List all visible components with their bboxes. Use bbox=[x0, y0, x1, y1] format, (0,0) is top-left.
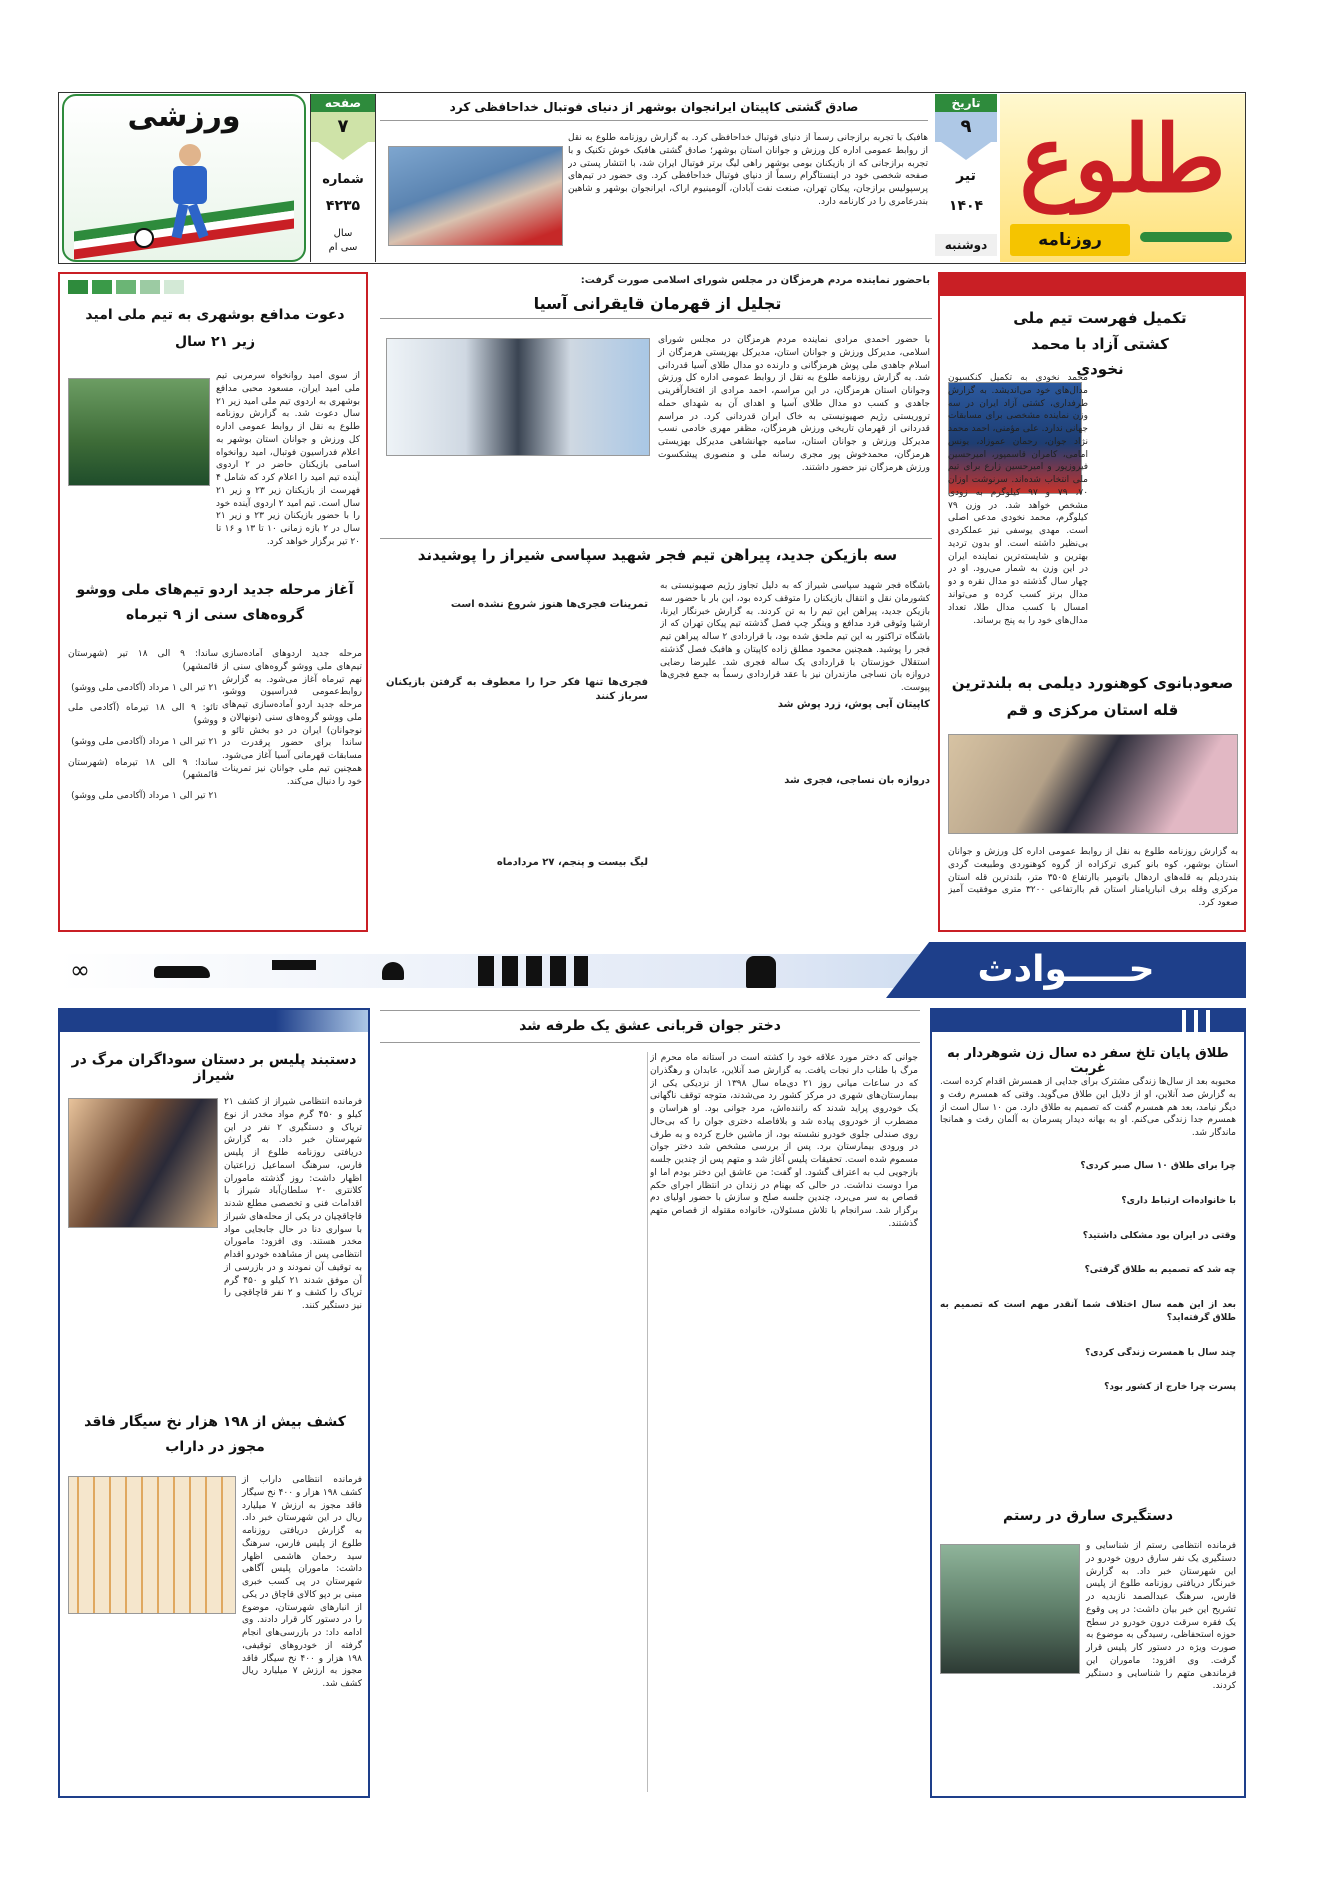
center-mid-sub3: دروازه بان نساجی، فجری شد bbox=[784, 775, 930, 786]
right-bottom-body: به گزارش روزنامه طلوع به نقل از روابط عمومی اداره کل ورزش و جوانان استان بوشهر، کوه بانو کبری ترکزاده از گروه کوهنوردی وطبیعت گردی بندردیلم به قله‌های اردهال باتومپر باارتفاع ۳۵۰۵ متر، بلندترین قله استان مرکزی وقله برف انبارپامنار استان قم باارتفاعی ۳۲۰۰ متری موفقیت آمیز صعود کرد. bbox=[948, 847, 1238, 909]
square-5 bbox=[164, 280, 184, 294]
left-top-body: از سوی امید روانخواه سرمربی تیم ملی امید ایران، مسعود محبی مدافع بوشهری به اردوی تیم ملی امید زیر ۲۱ سال دعوت شد. به گزارش روزنامه طلوع به نقل از روابط عمومی اداره کل ورزش و جوانان استان بوشهر به اعلام فدراسیون فوتبال، امید روانخواه اسامی بازیکنان حاضر در ۲ اردوی آینده تیم امید را اعلام کرد که شامل ۴ فهرست از بازیکنان زیر ۲۳ و زیر ۲۱ سال است. تیم امید ۲ اردوی آینده خود را با حضور بازیکنان زیر ۲۳ و زیر ۲۱ سال در ۲ بازه زمانی ۱۰ تا ۱۳ و ۱۶ تا ۲۰ تیر برگزار خواهد کرد. bbox=[216, 371, 360, 547]
year-ordinal: سی ام bbox=[328, 242, 358, 253]
logo-sub: روزنامه bbox=[1010, 224, 1130, 256]
chevron-down-icon bbox=[941, 142, 991, 160]
left-color-squares bbox=[68, 280, 198, 294]
right-top-headline: تکمیل فهرست تیم ملی کشتی آزاد با محمد نخودی bbox=[1013, 309, 1187, 378]
chevron-down-icon bbox=[318, 142, 368, 160]
schedule-item: ساندا: ۹ الی ۱۸ تیر (شهرستان قائمشهر) bbox=[68, 649, 219, 672]
center-mid-sub5: لیگ بیست و پنجم، ۲۷ مردادماه bbox=[496, 857, 648, 868]
center-top-kicker: باحضور نماینده مردم هرمزگان در مجلس شورای اسلامی صورت گرفت: bbox=[580, 275, 930, 286]
left-bottom-body: مرحله جدید اردوهای آماده‌سازی تیم‌های ملی ووشو گروه‌های سنی از نهم تیرماه آغاز می‌شود. به گزارش روابط‌عمومی فدراسیون ووشو، مرحله جدید اردو آماده‌سازی تیم‌های ملی ووشو گروه‌های سنی (نونهالان و نوجوانان) ایران در دو بخش تائو و ساندا برای حضور پرقدرت در مسابقات قهرمانی آسیا آغاز می‌شود. همچنین تیم ملی جوانان نیز تمرینات خود را دنبال می‌کند. bbox=[222, 649, 362, 787]
footballer-icon bbox=[159, 144, 219, 244]
logo-text: طلوع bbox=[1019, 105, 1226, 213]
date-label: تاریخ bbox=[935, 94, 997, 112]
weekday: دوشنبه bbox=[935, 234, 997, 256]
year: ۱۴۰۴ bbox=[948, 198, 984, 214]
football-icon bbox=[134, 228, 154, 248]
center-mid-sub2: کاپیتان آبی پوش، زرد پوش شد bbox=[777, 699, 930, 710]
schedule-item: ۲۱ تیر الی ۱ مرداد (آکادمی ملی ووشو) bbox=[71, 791, 218, 802]
right-top-body-cont bbox=[948, 500, 1088, 660]
square-2 bbox=[92, 280, 112, 294]
left-top-headline: دعوت مدافع بوشهری به تیم ملی امید زیر ۲۱ سال bbox=[85, 307, 345, 350]
square-1 bbox=[68, 280, 88, 294]
top-story-body: هافبک با تجربه برازجانی رسماً از دنیای فوتبال خداحافظی کرد. به گزارش روزنامه طلوع به نقل از روابط عمومی اداره کل ورزش و جوانان استان بوشهر؛ صادق گشتی هافبک خوش تکنیک و با تجربه برازجانی که از بازیکنان بومی بوشهر راهی لیگ برتر فوتبال ایران شد، با انتشار پستی در صفحه شخصی خود در اینستاگرام رسماً از دنیای فوتبال خداحافظی کرد. وی حضور در تیم‌های پرسپولیس برازجان، پیکان تهران، صنعت نفت آبادان، آلومینیوم اراک، ایرانجوان بوشهر و شاهین بندرعامری را در کارنامه دارد. bbox=[568, 133, 928, 207]
schedule-item: ساندا: ۹ الی ۱۸ تیرماه (شهرستان قائمشهر) bbox=[68, 757, 219, 781]
accidents-banner bbox=[58, 942, 1246, 998]
qa-item: چند سال با همسرت زندگی کردی؟ bbox=[1085, 1347, 1236, 1358]
acc-right-bottom-body: فرمانده انتظامی رستم از شناسایی و دستگیری یک نفر سارق درون خودرو در این شهرستان خبر داد. به گزارش خبرنگار دریافتی روزنامه طلوع از پلیس فارس، سرهنگ عبدالصمد نازبدیه در تشریح این خبر بیان داشت: در پی وقوع یک فقره سرقت درون خودرو در سطح حوزه استحفاظی، رسیدگی به موضوع به صورت ویژه در دستور کار پلیس قرار گرفت. وی افزود: ماموران این فرماندهی متهم را شناسایی و دستگیر کردند. bbox=[1086, 1541, 1236, 1692]
page-column bbox=[310, 94, 376, 262]
police-squad-icon bbox=[478, 956, 588, 986]
acc-left-bottom-body: فرمانده انتظامی داراب از کشف ۱۹۸ هزار و ۴۰۰ نخ سیگار فاقد مجوز به ارزش ۷ میلیارد ریال در این شهرستان خبر داد. به گزارش دریافتی روزنامه طلوع از پلیس فارس، سرهنگ سید رحمان هاشمی اظهار داشت: ماموران پلیس آگاهی شهرستان در پی کسب خبری مبنی بر دپو کالای قاچاق در یکی از انبارهای شهرستان، موضوع را در دستور کار قرار دادند. وی ادامه داد: در بازرسی‌های انجام گرفته از خودروهای توقیفی، ۱۹۸ هزار و ۴۰۰ نخ سیگار فاقد مجوز به ارزش ۷ میلیارد ریال کشف شد. bbox=[242, 1475, 362, 1690]
climber-photo bbox=[948, 734, 1238, 834]
square-3 bbox=[116, 280, 136, 294]
qa-item: وقتی در ایران بود مشکلی داشتید؟ bbox=[1082, 1230, 1236, 1241]
month: تیر bbox=[956, 168, 976, 184]
schedule-item: ۲۱ تیر الی ۱ مرداد (آکادمی ملی ووشو) bbox=[71, 682, 218, 693]
schedule-item: ۲۱ تیر الی ۱ مرداد (آکادمی ملی ووشو) bbox=[71, 736, 218, 747]
qa-item: پسرت چرا خارج از کشور بود؟ bbox=[1104, 1382, 1236, 1393]
schedule-item: تائو: ۹ الی ۱۸ تیرماه (آکادمی ملی ووشو) bbox=[68, 703, 219, 727]
logo-swoosh bbox=[1140, 232, 1232, 242]
acc-center-body: جوانی که دختر مورد علاقه خود را کشته است در آستانه ماه محرم از مرگ با طناب دار نجات یافت. به گزارش صد آنلاین، عابدان و رهگذران که در ساعات میانی روز ۲۱ دی‌ماه سال ۱۳۹۸ از نزدیکی یکی از بیمارستان‌های شهری در مرکز کشور رد می‌شدند، متوجه توقف ناگهانی یک خودروی پراید شدند که راننده‌اش، مرد جوانی بود. او هراسان و مضطرب از خودروی پیاده شد و بلافاصله دختری جوان را که بی‌حال روی صندلی جلوی خودرو نشسته بود، از ماشین خارج کرده و به طرف در ورودی بیمارستان برد. پس از بررسی مشخص شد دختر جوان مسموم شده است. تحقیقات پلیس آغاز شد و متهم پس از چندین جلسه بازجویی لب به اعتراف گشود. او گفت: من عاشق این دختر بودم اما او مرا دوست نداشت. در حالی که بهنام در زندان در انتظار اجرای حکم قصاص به سر می‌برد، چندین جلسه صلح و سازش با حضور اولیای دم برگزار شد. سرانجام با تلاش مسئولان، خانواده مقتوله از قصاص متهم گذشتند. bbox=[650, 1053, 918, 1229]
section-title: ورزشی bbox=[127, 99, 241, 134]
center-mid-rule bbox=[380, 538, 932, 539]
acc-right-bottom-headline: دستگیری سارق در رستم bbox=[1002, 1508, 1174, 1524]
center-mid-body-left bbox=[386, 614, 648, 674]
center-top-body: با حضور احمدی مرادی نماینده مردم هرمزگان در مجلس شورای اسلامی، مدیرکل ورزش و جوانان استان، مدیرکل بهزیستی هرمزگان از اسلام جاهدی ملی پوش هرمزگانی و دارنده دو مدال طلای آسیا قدردانی شد. به گزارش روزنامه طلوع به نقل از روابط عمومی اداره کل ورزش وجوانان استان هرمزگان، در این مراسم، احمد مرادی از افتخارآفرینی جاهدی و کسب دو مدال طلای آسیا و اهدای آن به شهدای حمله تروریستی رژیم صهیونیستی به خاک ایران قدردانی کرد. در مراسم قدردانی از قهرمان تاریخی ورزش هرمزگان، مظفر مهری خادمی نسب مدیرکل ورزش و جوانان استان، سامیه جهانشاهی مدیرکل بهزیستی هرمزگان، محمدخوش پور مجری رسانه ملی و منصوری پیشکسوت ورزش هرمزگان نیز حضور داشتند. bbox=[658, 335, 930, 473]
day-number: ۹ bbox=[960, 116, 972, 137]
pistol-icon bbox=[272, 960, 316, 970]
page-number: ۷ bbox=[337, 116, 349, 137]
top-story-rule bbox=[380, 120, 928, 121]
logo-block bbox=[1000, 94, 1245, 262]
right-bottom-headline: صعودبانوی کوهنورد دیلمی به بلندترین قله استان مرکزی و قم bbox=[951, 674, 1234, 719]
center-mid-headline: سه بازیکن جدید، پیراهن تیم فجر شهید سپاسی شیراز را پوشیدند bbox=[417, 546, 898, 564]
acc-center-body-left bbox=[382, 1052, 644, 1792]
wushu-schedule bbox=[68, 648, 218, 811]
siren-icon bbox=[382, 962, 404, 980]
car-icon bbox=[154, 966, 210, 978]
acc-left-top-headline: دستبند پلیس بر دستان سوداگران مرگ در شیراز bbox=[71, 1052, 357, 1084]
center-top-headline: تجلیل از قهرمان قایقرانی آسیا bbox=[533, 294, 782, 313]
center-mid-body: باشگاه فجر شهید سپاسی شیراز که به دلیل تجاوز رژیم صهیونیستی به کشورمان نقل و انتقال بازیکنان را متوقف کرده بود، این بار با حضور سه بازیکن جدید، پیراهن این تیم را به تن کردند. به گزارش خبرنگار ایرنا، ارشیا وثوقی فرد مدافع و وینگر چپ فصل گذشته تیم پیکان تهران که از باشگاه تراکتور به این تیم ملحق شده بود، با قراردادی ۲ ساله پیراهن تیم فجر را پوشید. همچنین محمود مطلق زاده کاپیتان و هافبک فصل گذشته استقلال خوزستان با قراردادی یک ساله فجری شد. علیرضا رضایی دروازه بان نساجی مازندران نیز با عقد قراردادی رسماً به جمع فجری‌ها پیوست. bbox=[660, 581, 930, 694]
section-banner bbox=[62, 94, 306, 262]
acc-right-top-headline: طلاق پایان تلخ سفر ده سال زن شوهردار به غربت bbox=[947, 1046, 1229, 1076]
issue-number: ۴۲۳۵ bbox=[325, 198, 361, 214]
acc-center-headline: دختر جوان قربانی عشق یک طرفه شد bbox=[519, 1018, 781, 1034]
qa-item: بعد از این همه سال اختلاف شما آنقدر مهم است که تصمیم به طلاق گرفته‌اید؟ bbox=[940, 1300, 1236, 1323]
issue-label: شماره bbox=[322, 172, 364, 187]
square-4 bbox=[140, 280, 160, 294]
right-column-topbar bbox=[940, 274, 1244, 296]
handcuffs-icon: ∞ bbox=[70, 956, 90, 984]
left-bottom-headline: آغاز مرحله جدید اردو تیم‌های ملی ووشو گروه‌های سنی از ۹ تیرماه bbox=[76, 582, 354, 624]
center-mid-sub1: تمرینات فجری‌ها هنوز شروع نشده است bbox=[450, 599, 648, 610]
page-label: صفحه bbox=[311, 94, 375, 112]
year-label: سال bbox=[333, 228, 353, 239]
acc-right-qa bbox=[940, 1160, 1236, 1496]
acc-left-top-body: فرمانده انتظامی شیراز از کشف ۲۱ کیلو و ۴۵۰ گرم مواد مخدر از نوع تریاک و دستگیری ۲ نفر در این شهرستان خبر داد. به گزارش دریافتی روزنامه طلوع از پلیس فارس، سرهنگ اسماعیل زراعتیان اظهار داشت: روز گذشته ماموران کلانتری ۲۰ سلطان‌آباد شیراز با اقدامات فنی و تخصصی مطلع شدند قاچاقچیان در یکی از محله‌های شیراز با سواری دنا در حال جابجایی مواد مخدر هستند. وی افزود: ماموران انتظامی پس از مشاهده خودرو اقدام به توقیف آن نمودند و در بازرسی از آن موفق شدند ۲۱ کیلو و ۴۵۰ گرم تریاک را کشف و ۲ نفر قاچاقچی را نیز دستگیر کنند. bbox=[224, 1097, 362, 1312]
acc-left-bottom-headline: کشف بیش از ۱۹۸ هزار نخ سیگار فاقد مجوز در داراب bbox=[84, 1414, 346, 1456]
acc-center-rule bbox=[380, 1010, 920, 1011]
acc-left-bar bbox=[60, 1010, 368, 1032]
qa-item: چه شد که تصمیم به طلاق گرفتی؟ bbox=[1084, 1265, 1236, 1276]
center-mid-sub4: فجری‌ها تنها فکر حرا را معطوف به گرفتن بازیکنان سرباز کنند bbox=[386, 677, 648, 703]
acc-right-bar bbox=[932, 1010, 1244, 1032]
acc-center-divider bbox=[647, 1052, 648, 1792]
acc-center-rule2 bbox=[380, 1042, 920, 1043]
date-column bbox=[935, 94, 997, 262]
acc-right-top-body: محبوبه بعد از سال‌ها زندگی مشترک برای جدایی از همسرش اقدام کرده است. به گزارش صد آنلاین، او از دلایل این طلاق می‌گوید. وقتی که همسرم رفت و دیگر نیامد، بعد هم همسرم گفت که تصمیم به طلاق دارد. من ۱۰ سال است از همسرم جدا زندگی می‌کنم. او به بهانه دیدار پسرمان به آلمان رفت و همانجا ماندگار شد. bbox=[940, 1077, 1236, 1139]
right-top-body: محمد نخودی به تکمیل کنکسیون مدال‌های خود می‌اندیشد. به گزارش طرفداری، کشتی آزاد ایران در سه وزن نماینده مشخصی برای مسابقات جهانی ندارد. علی مؤمنی، احمد محمد نژاد جوان، رحمان عموزاد، یونس امامی، کامران قاسمپور، امیرحسین فیروزپور و امیرحسین زارع برای تیم ملی انتخاب شده‌اند. سرنوشت اوزان ۷۰، ۷۹ و ۹۷ کیلوگرم به زودی مشخص خواهد شد. در وزن ۷۹ کیلوگرم، محمد نخودی مدعی اصلی است. مهدی یوسفی نیز عملکردی بی‌نظیر داشته است. او بدون تردید بهترین و شایسته‌ترین نماینده ایران در این وزن به شمار می‌رود. او در چهار سال گذشته دو مدال نقره و دو مدال برنز کسب کرده و می‌تواند امسال با کسب مدال طلا، تعداد مدال‌های خود را به پنج برساند. bbox=[948, 373, 1089, 626]
qa-item: چرا برای طلاق ۱۰ سال صبر کردی؟ bbox=[1080, 1161, 1236, 1171]
qa-item: با خانواده‌ات ارتباط داری؟ bbox=[1121, 1195, 1236, 1206]
top-story-headline: صادق گشتی کاپیتان ایرانجوان بوشهر از دنیای فوتبال خداحافظی کرد bbox=[449, 100, 859, 114]
officer-icon bbox=[746, 956, 776, 988]
banner-title: حـــــوادث bbox=[977, 949, 1155, 990]
center-top-rule bbox=[380, 318, 932, 319]
top-story-photo bbox=[388, 146, 563, 246]
